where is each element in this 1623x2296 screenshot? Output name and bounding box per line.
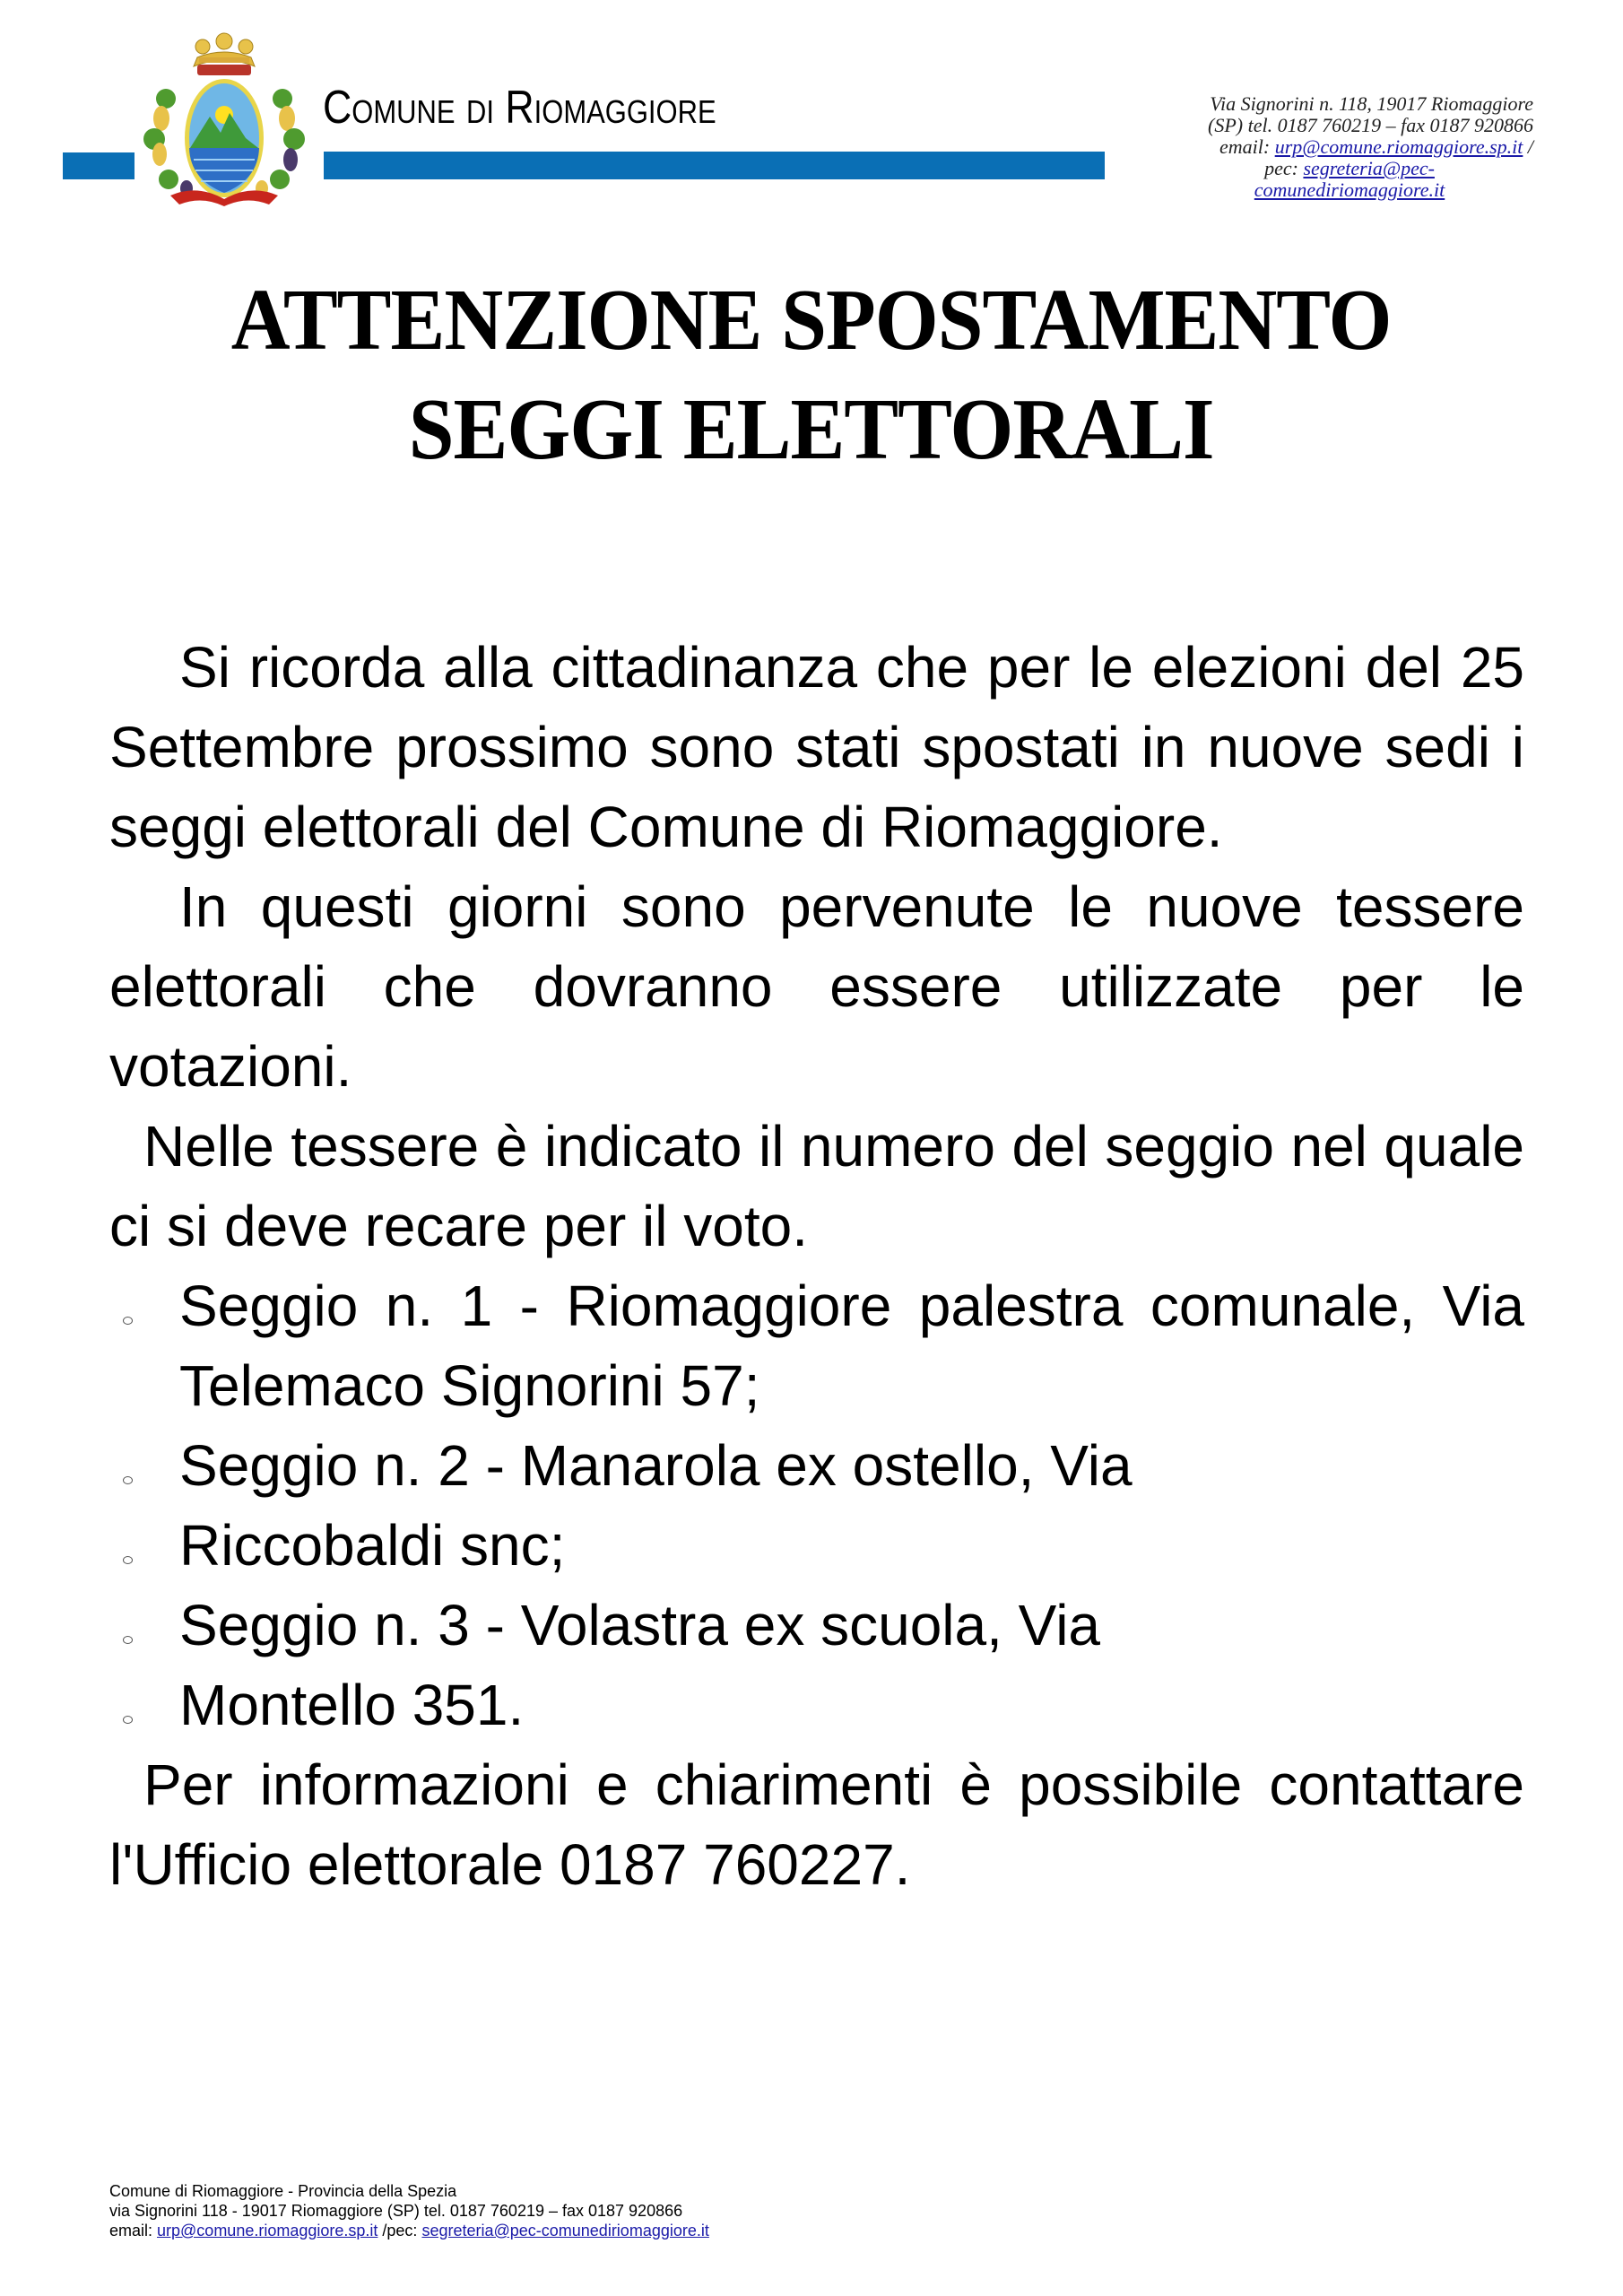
notice-body	[109, 628, 1524, 1905]
bullet-circle-icon	[123, 1556, 133, 1564]
page-title-line-2	[0, 380, 1623, 479]
bullet-circle-icon	[123, 1476, 133, 1484]
bullet-circle-icon	[123, 1716, 133, 1724]
title-text-2: SEGGI ELETTORALI	[409, 381, 1214, 478]
header-address-block	[1112, 93, 1533, 201]
paragraph-intro: Si ricorda alla cittadinanza che per le elezioni del 25 Settembre prossimo sono stati spostati in nuove sedi i seggi elettorali del Comune di Riomaggiore.	[109, 635, 1524, 859]
header-blue-bar-left	[63, 152, 135, 179]
separator: /	[1523, 135, 1533, 158]
pec-link-part1[interactable]: segreteria@pec-	[1303, 157, 1435, 179]
seggio-2-text: Seggio n. 2 - Manarola ex ostello, Via	[179, 1433, 1133, 1498]
seggio-2-cont-text: Riccobaldi snc;	[179, 1513, 566, 1578]
footer-line-1: Comune di Riomaggiore - Provincia della Spezia	[109, 2182, 457, 2200]
seggio-3-cont-text: Montello 351.	[179, 1673, 525, 1737]
bullet-circle-icon	[123, 1317, 133, 1325]
list-item-seggio-3-cont	[179, 1665, 1524, 1745]
address-line-1: Via Signorini n. 118, 19017 Riomaggiore	[1210, 92, 1533, 115]
list-item-seggio-2	[179, 1426, 1524, 1506]
crown-icon	[194, 33, 255, 75]
header-blue-bar-right	[324, 152, 1105, 179]
paragraph-contatti: Per informazioni e chiarimenti è possibile contattare l'Ufficio elettorale 0187 760227.	[109, 1752, 1524, 1897]
seggi-list	[109, 1266, 1524, 1745]
footer-line-3	[109, 2221, 709, 2240]
list-item-seggio-2-cont	[179, 1506, 1524, 1586]
pec-link-part2[interactable]: comunediriomaggiore.it	[1254, 178, 1445, 201]
footer-pec-link[interactable]: segreteria@pec-comunediriomaggiore.it	[421, 2222, 709, 2239]
list-item-seggio-1	[179, 1266, 1524, 1426]
pec-line	[1112, 158, 1533, 179]
seggio-3-text: Seggio n. 3 - Volastra ex scuola, Via	[179, 1593, 1100, 1657]
list-item-seggio-3	[179, 1586, 1524, 1665]
pec-label: pec:	[1264, 157, 1304, 179]
page-footer	[109, 2181, 709, 2240]
footer-pec-label: /pec:	[378, 2222, 422, 2239]
shield-icon	[185, 79, 264, 197]
email-link[interactable]: urp@comune.riomaggiore.sp.it	[1274, 135, 1523, 158]
email-line	[1112, 136, 1533, 158]
coat-of-arms-icon	[135, 27, 314, 211]
organization-name: Comune di Riomaggiore	[323, 82, 716, 134]
footer-line-2: via Signorini 118 - 19017 Riomaggiore (SP) tel. 0187 760219 – fax 0187 920866	[109, 2202, 683, 2220]
seggio-1-text: Seggio n. 1 - Riomaggiore palestra comunale, Via Telemaco Signorini 57;	[179, 1274, 1524, 1418]
paragraph-tessere: In questi giorni sono pervenute le nuove tessere elettorali che dovranno essere utilizzate per le votazioni.	[109, 874, 1524, 1099]
footer-email-label: email:	[109, 2222, 158, 2239]
bullet-circle-icon	[123, 1636, 133, 1644]
page-title-line-1	[0, 271, 1623, 370]
footer-email-link[interactable]: urp@comune.riomaggiore.sp.it	[157, 2222, 378, 2239]
title-text-1: ATTENZIONE SPOSTAMENTO	[231, 272, 1392, 369]
address-line-2: (SP) tel. 0187 760219 – fax 0187 920866	[1208, 114, 1533, 136]
pec-line-2	[1112, 179, 1533, 201]
paragraph-numero-seggio: Nelle tessere è indicato il numero del seggio nel quale ci si deve recare per il voto.	[109, 1114, 1524, 1258]
email-label: email:	[1219, 135, 1275, 158]
